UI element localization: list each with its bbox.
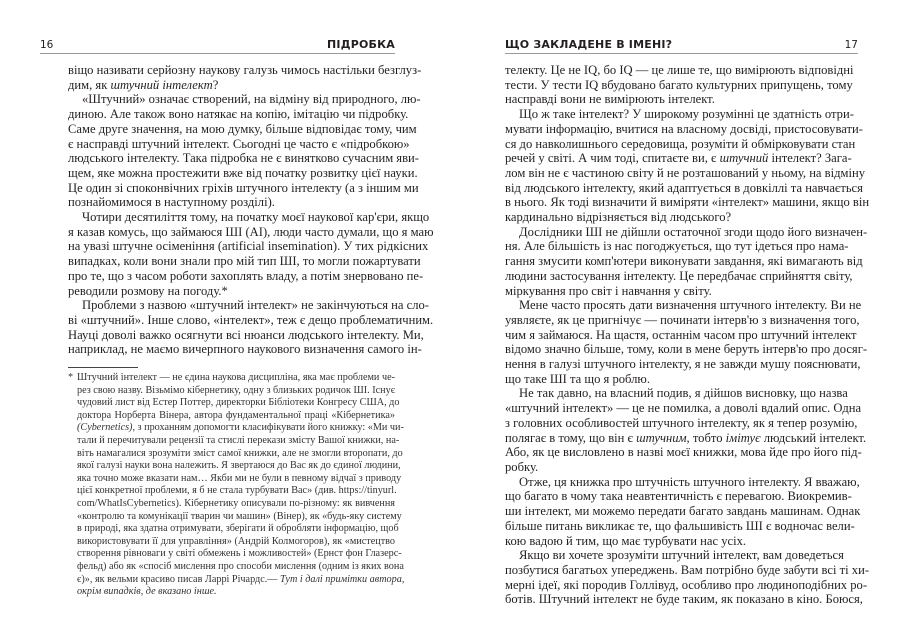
text-line xyxy=(77,573,405,587)
italic-text: штучним xyxy=(636,430,687,445)
line-text: Що ж таке інтелект? У широкому розумінні це здатність отри- xyxy=(519,107,854,122)
text-line xyxy=(505,210,833,225)
line-text: від людського інтелекту, який адаптується в довкіллі та навчається xyxy=(505,180,863,195)
line-text: що таке ШІ та що я роблю. xyxy=(505,371,650,386)
text-line xyxy=(505,224,868,240)
line-text: кою вадою й тим, що має турбувати нас усіх. xyxy=(505,533,747,548)
line-text: , тобто xyxy=(686,430,726,445)
paragraph xyxy=(505,548,870,607)
line-text: Якщо ви хочете зрозуміти штучний інтелект, вам доведеться xyxy=(519,548,844,563)
line-text: лом він не є частиною світу й не розташований у ньому, на відміну xyxy=(505,165,866,180)
line-text: ся до навколишнього середовища, розуміти й обмірковувати стан xyxy=(505,136,856,151)
line-text: «Штучний» означає створений, на відміну від природного, лю- xyxy=(82,92,421,107)
line-text: мувати інформацію, вчитися на власному досвіді, пристосовувати- xyxy=(505,121,863,136)
line-text: Або, як це висловлено в назві моєї книжки, мова йде про його під- xyxy=(505,445,862,460)
right-page-body xyxy=(505,63,870,607)
text-line xyxy=(505,165,866,181)
text-line xyxy=(505,92,833,107)
line-text: Науці доволі важко осягнути всі нюанси людського інтелекту. Ми, xyxy=(68,327,424,342)
line-text: є)», як вельми красиво писав Ларрі Річардс.— xyxy=(77,573,281,585)
text-line xyxy=(505,151,852,166)
text-line xyxy=(505,284,833,299)
left-page-body xyxy=(68,63,434,357)
text-line xyxy=(505,489,852,504)
text-line xyxy=(68,239,429,254)
paragraph xyxy=(505,386,867,474)
text-line xyxy=(68,165,418,181)
line-text: ботів. Штучний інтелект не буде таким, як показано в кіно. Боюся, xyxy=(505,592,863,607)
line-text: Дослідники ШІ не дійшли остаточної згоди щодо його визначен- xyxy=(519,224,868,239)
line-text: якої галузі науки вона належить. Я звертаюся до Вас як до єдиної людини, xyxy=(77,460,401,472)
italic-text: штучний xyxy=(719,151,769,166)
line-text: нення в галузі штучного інтелекту, я не завжди мушу пояснювати, xyxy=(505,357,861,372)
line-text: позбутися багатьох упереджень. Вам потрібно буде забути всі ті хи- xyxy=(505,562,870,577)
italic-text: штучний інтелект xyxy=(110,77,213,92)
paragraph xyxy=(505,107,870,225)
text-line xyxy=(505,298,862,313)
line-text: з головних особливостей штучного інтелекту, як я тепер розумію, xyxy=(505,415,858,430)
text-line xyxy=(68,78,396,93)
footnote xyxy=(68,372,405,599)
text-line xyxy=(505,504,861,519)
text-line xyxy=(505,312,860,328)
line-text: робку. xyxy=(505,459,539,474)
text-line xyxy=(505,239,849,254)
line-text: Мене часто просять дати визначення штучного інтелекту. Ви не xyxy=(519,298,862,313)
line-text: познайомимося в наступному розділі). xyxy=(68,195,275,210)
text-line xyxy=(77,460,401,473)
line-text: насправді вони не вимірюють інтелект. xyxy=(505,92,715,107)
text-line xyxy=(505,63,854,78)
line-text: рез свою назву. Візьмімо кібернетику, одну з близьких родичок ШІ. Існує xyxy=(77,384,396,396)
line-text: тести. У тести IQ вбудовано багато культурних припущень, тому xyxy=(505,77,853,92)
text-line xyxy=(505,445,862,460)
running-header-right xyxy=(505,37,858,54)
line-text: реводили розмову на погоду.* xyxy=(68,283,228,298)
line-text: «штучний інтелект» — це не помилка, а доволі вдалий опис. Одна xyxy=(505,401,862,416)
text-line xyxy=(68,92,421,107)
line-text: уявляєте, як це пригнічує — починати інтерв'ю з визначення того, xyxy=(505,312,860,327)
text-line xyxy=(68,284,396,299)
line-text: щем, яке можна простежити вже від початку розвитку цієї науки. xyxy=(68,165,418,180)
text-line xyxy=(505,534,833,549)
text-line xyxy=(77,523,399,536)
line-text: віть намагалися зрозуміти зміст самої книжки, але не змогли второпати, до xyxy=(77,447,403,459)
text-line xyxy=(77,472,402,486)
text-line xyxy=(505,327,857,343)
line-text: чудовий лист від Естер Поттер, директорки Бібліотеки Конгресу США, до xyxy=(77,397,400,409)
paragraph xyxy=(68,92,421,210)
running-title: ЩО ЗАКЛАДЕНЕ В ІМЕНІ? xyxy=(505,38,673,51)
text-line xyxy=(68,327,424,343)
line-text: створення рівноваги у світі обмежень і можливостей» (Ернст фон Глазерс- xyxy=(77,548,402,560)
line-text: використовувати її для управління» (Андрій Колмогоров), як «мистецтво xyxy=(77,535,395,547)
line-text: людського інтелекту. Така підробка не є винятково сучасним яви- xyxy=(68,151,419,166)
text-line xyxy=(68,298,429,313)
text-line xyxy=(505,254,863,269)
paragraph xyxy=(68,63,422,92)
text-line xyxy=(77,385,395,398)
paragraph xyxy=(505,474,861,549)
paragraph xyxy=(68,298,434,357)
footnote-text xyxy=(77,372,405,599)
paragraph xyxy=(68,210,434,298)
text-line xyxy=(505,577,868,593)
text-line xyxy=(68,195,396,210)
text-line xyxy=(505,592,863,607)
text-line xyxy=(505,415,858,431)
line-text: що багато в чому така неавтентичність є перевагою. Виокремив- xyxy=(505,489,852,504)
text-line xyxy=(68,224,434,240)
text-line xyxy=(68,121,417,137)
line-text: тали й перечитували рецензії та стислі перекази змісту Вашої книжки, на- xyxy=(77,434,400,446)
text-line xyxy=(77,498,395,511)
line-text: в нього. Як тоді визначити й виміряти «інтелект» машини, якщо він xyxy=(505,195,870,210)
line-text: фельд) або як «спосіб мислення про способи мислення (одним із яких вона xyxy=(77,560,404,572)
text-line xyxy=(505,474,860,490)
line-text: яка точно може вказати нам… Якби ми не були в певному відчаї з приводу xyxy=(77,472,402,484)
line-text: мерні ідеї, які породив Голлівуд, особливо про людиноподібних ро- xyxy=(505,577,868,592)
text-line xyxy=(505,386,848,401)
text-line xyxy=(77,560,404,574)
line-text: міркування про світ і навчання у світу. xyxy=(505,283,712,298)
line-text: чим я займаюся. На щастя, останнім часом про штучний інтелект xyxy=(505,327,857,342)
line-text: я казав комусь, що займаюся ШІ (AI), люди часто думали, що я маю xyxy=(68,224,434,239)
text-line xyxy=(77,536,395,549)
text-line xyxy=(77,434,400,448)
text-line xyxy=(77,447,403,461)
line-text: ня. Але більшість із нас погоджується, що тут ідеться про нама- xyxy=(505,239,849,254)
paragraph xyxy=(505,224,868,299)
line-text: людини застосування інтелекту. Це передбачає сприйняття світу, xyxy=(505,268,853,283)
line-text: , з проханням допомогти класифікувати його книжку: «Ми чи- xyxy=(132,422,404,434)
text-line xyxy=(77,410,395,423)
text-line xyxy=(68,180,419,196)
line-text: віщо називати серйозну наукову галузь чимось настільки безглуз- xyxy=(68,63,422,77)
line-text: com/WhatIsCybernetics). Кібернетику описували по-різному: як вивчення xyxy=(77,497,395,509)
line-text: «контролю та комунікації тварин чи машин» (Вінер), як «будь-яку систему xyxy=(77,510,402,522)
line-text: ? xyxy=(212,77,219,92)
text-line xyxy=(505,548,844,563)
text-line xyxy=(77,510,402,524)
text-line xyxy=(68,136,410,152)
text-line xyxy=(77,422,404,435)
line-text: ши інтелект, ми можемо передати багато завдань машинам. Однак xyxy=(505,504,861,519)
line-text: полягає в тому, що він є xyxy=(505,430,637,445)
text-line xyxy=(68,151,419,166)
text-line xyxy=(77,586,395,599)
line-text: гання змусити комп'ютери виконувати завдання, які вимагають від xyxy=(505,254,863,269)
line-text: відомо значно більше, тому, коли в мене беруть інтерв'ю про досяг- xyxy=(505,342,868,357)
text-line xyxy=(505,268,853,284)
line-text: диною. Але також воно натякає на копію, імітацію чи підробку. xyxy=(68,107,409,122)
text-line xyxy=(505,460,833,475)
text-line xyxy=(505,401,862,416)
paragraph xyxy=(505,298,868,386)
line-text: доктора Норберта Вінера, автора фундаментальної праці «Кібернетика» xyxy=(77,409,395,421)
line-text: інтелект? Зага- xyxy=(768,151,852,166)
running-title: ПІДРОБКА xyxy=(327,38,395,51)
line-text: більше питань викликає те, що фальшивість ШІ є водночас вели- xyxy=(505,518,855,533)
line-text: Проблеми з назвою «штучний інтелект» не закінчуються на сло- xyxy=(82,298,429,313)
text-line xyxy=(68,107,409,122)
text-line xyxy=(77,548,402,561)
line-text: наприклад, не маємо вичерпного наукового визначення самого ін- xyxy=(68,342,422,357)
footnote-separator xyxy=(68,367,138,368)
text-line xyxy=(505,430,867,446)
text-line xyxy=(505,562,870,578)
line-text: в природі, яка здатна отримувати, зберігати й обробляти інформацію, щоб xyxy=(77,523,399,535)
text-line xyxy=(505,195,870,210)
text-line xyxy=(505,121,863,137)
text-line xyxy=(505,342,868,357)
line-text: на увазі штучне осіменіння (artificial insemination). У тих рідкісних xyxy=(68,239,429,254)
line-text: телекту. Це не IQ, бо IQ — це лише те, що вимірюють відповідні xyxy=(505,63,854,77)
running-header-left xyxy=(40,37,395,54)
line-text: Це один зі споконвічних гріхів штучного інтелекту (а з іншим ми xyxy=(68,180,419,195)
text-line xyxy=(68,254,421,269)
line-text: є насправді штучний інтелект. Сьогодні це часто є «підробкою» xyxy=(68,136,410,151)
line-text: людський інтелект. xyxy=(760,430,867,445)
line-text: цієї конкретної проблеми, я б не стала турбувати Вас» (див. https://tinyurl. xyxy=(77,485,397,497)
line-text: дим, як xyxy=(68,77,111,92)
text-line xyxy=(77,485,395,498)
line-text: Штучний інтелект — не єдина наукова дисципліна, яка має проблеми че- xyxy=(77,372,395,383)
italic-text: окрім випадків, де вказано інше. xyxy=(77,586,217,598)
text-line xyxy=(68,342,422,357)
line-text: Саме друге значення, на мою думку, більше відповідає тому, чим xyxy=(68,121,417,136)
text-line xyxy=(68,210,430,225)
text-line xyxy=(68,268,424,284)
text-line xyxy=(505,136,856,152)
text-line xyxy=(505,180,863,196)
paragraph xyxy=(505,63,854,107)
italic-text: імітує xyxy=(725,430,761,445)
page-number: 16 xyxy=(40,39,54,51)
line-text: Отже, ця книжка про штучність штучного інтелекту. Я вважаю, xyxy=(519,474,860,489)
text-line xyxy=(505,357,861,372)
text-line xyxy=(77,372,395,385)
footnote-marker: * xyxy=(68,372,74,383)
line-text: Чотири десятиліття тому, на початку моєї наукової кар'єри, якщо xyxy=(82,210,430,225)
text-line xyxy=(68,63,422,78)
line-text: випадках, коли вони знали про мій тип ШІ, то могли пожартувати xyxy=(68,254,421,269)
text-line xyxy=(77,397,400,410)
line-text: кардинально відрізняється від людського? xyxy=(505,210,732,225)
line-text: речей у світі. А чим тоді, спитаєте ви, є xyxy=(505,151,720,166)
line-text: ві «штучний». Інше слово, «інтелект», теж є дещо проблематичним. xyxy=(68,312,434,327)
line-text: про те, що з часом роботи захоплять владу, а потім знервовано пе- xyxy=(68,268,424,283)
text-line xyxy=(505,372,833,387)
line-text: Не так давно, на власний подив, я дійшов висновку, що назва xyxy=(519,386,848,401)
text-line xyxy=(505,518,855,534)
text-line xyxy=(505,107,854,122)
italic-text: Тут і далі примітки автора, xyxy=(280,573,405,585)
text-line xyxy=(68,312,434,328)
italic-text: (Cybernetics) xyxy=(77,422,133,434)
text-line xyxy=(505,77,853,93)
page-number: 17 xyxy=(844,39,858,51)
